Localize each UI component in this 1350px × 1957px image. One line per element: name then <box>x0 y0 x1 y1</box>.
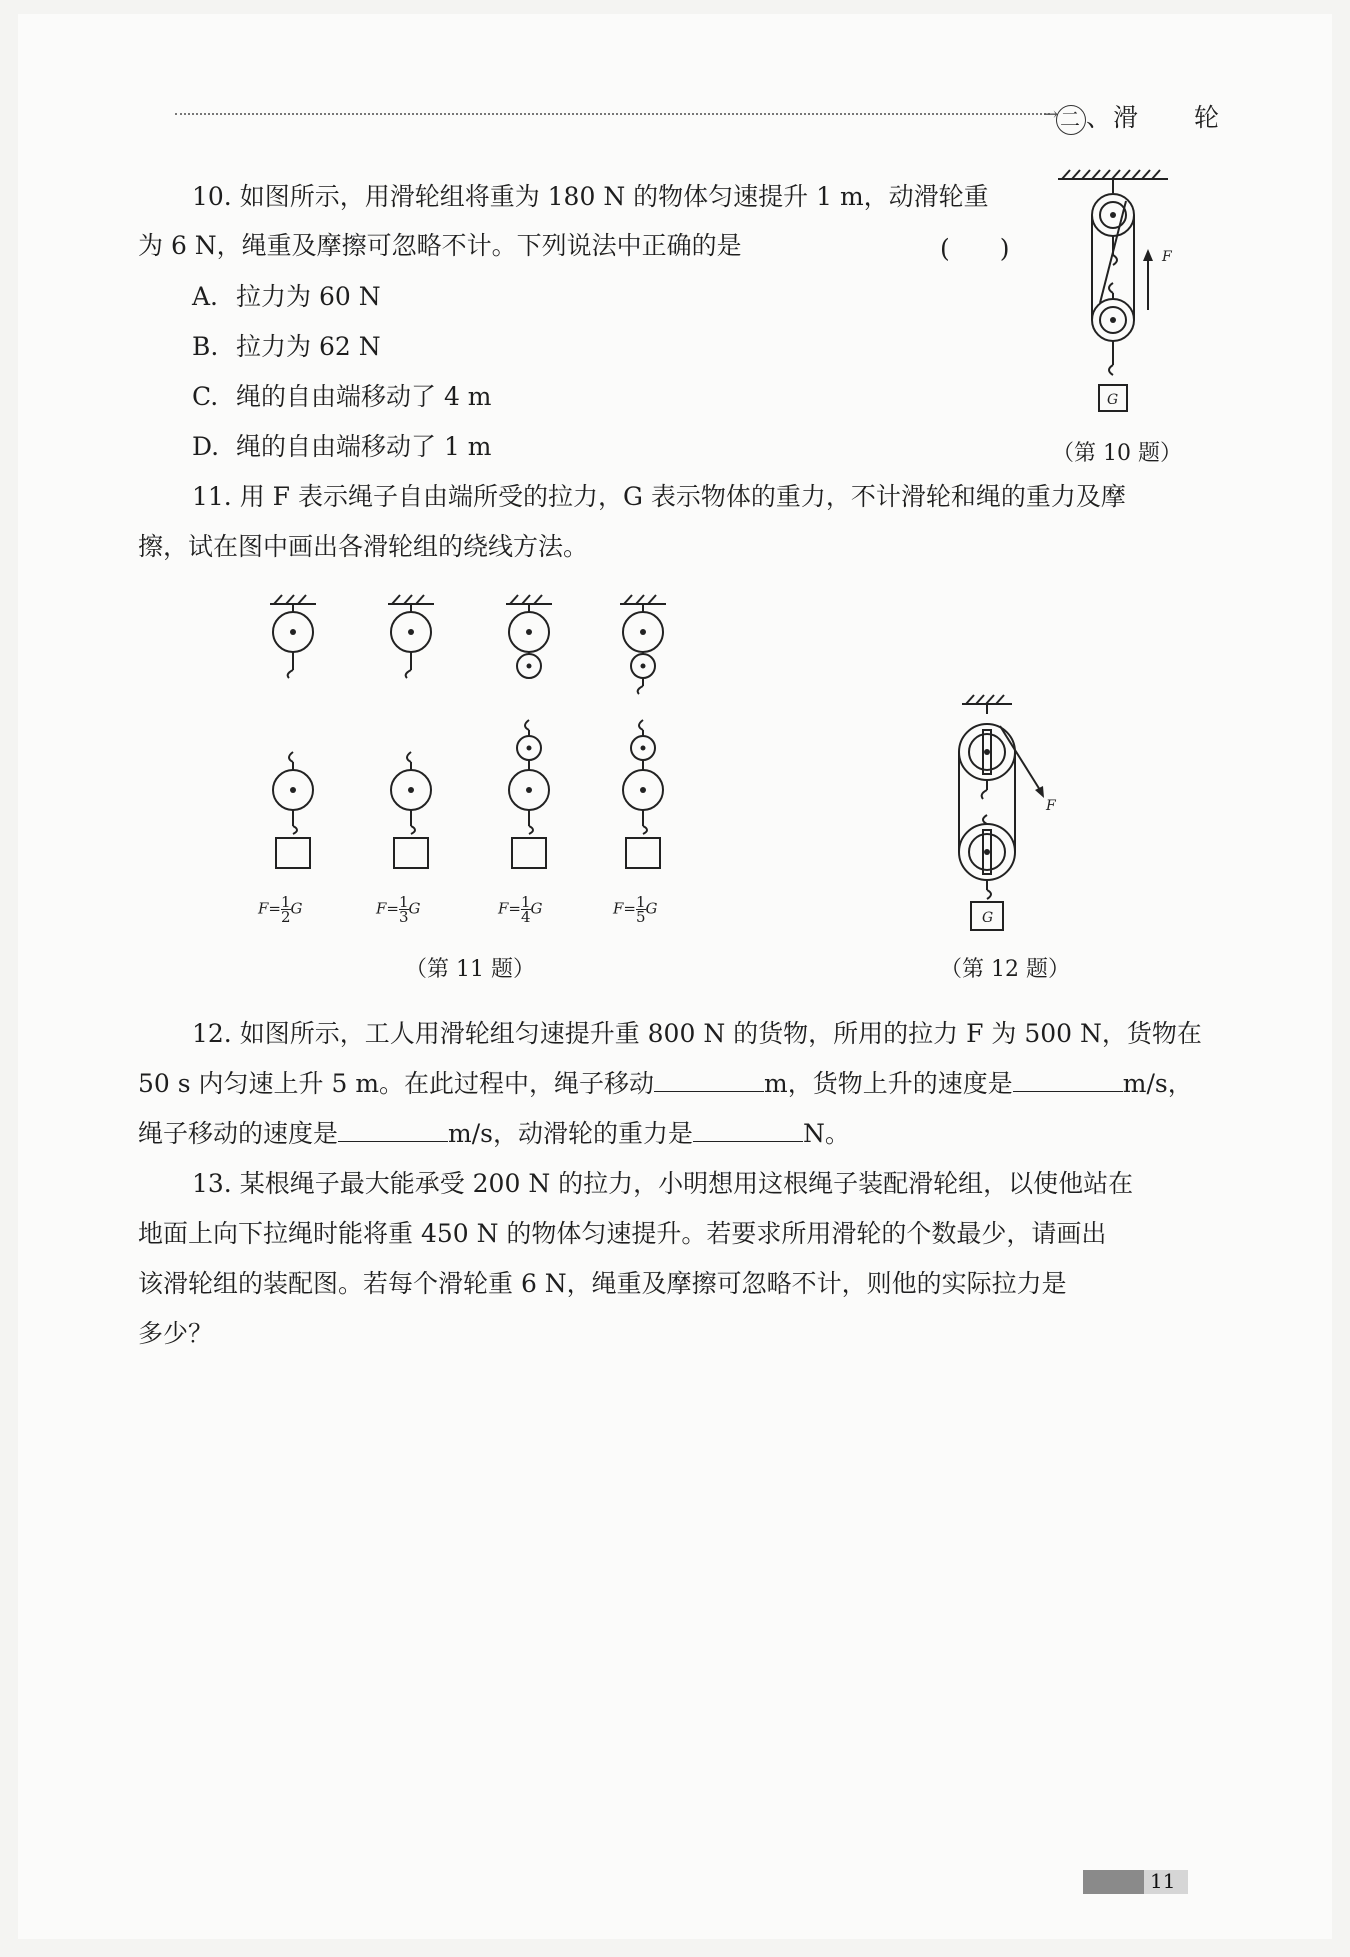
q10-figure-caption: （第 10 题） <box>1052 441 1182 466</box>
fraction-numerator: 1 <box>398 893 409 911</box>
q13-line1: 13. 某根绳子最大能承受 200 N 的拉力，小明想用这根绳子装配滑轮组，以使他站在 <box>192 1169 1134 1198</box>
fraction-denominator: 5 <box>635 908 646 926</box>
q11-line1: 11. 用 F 表示绳子自由端所受的拉力，G 表示物体的重力，不计滑轮和绳的重力及摩 <box>192 482 1126 511</box>
page-number: 11 <box>1150 1869 1176 1893</box>
q12-line2-part-c: m/s， <box>1122 1069 1193 1098</box>
q13-line4: 多少？ <box>138 1319 214 1348</box>
q10-weight-label: G <box>1107 392 1119 408</box>
q12-line2-part-b: m，货物上升的速度是 <box>764 1069 1013 1098</box>
q12-line1: 12. 如图所示，工人用滑轮组匀速提升重 800 N 的货物，所用的拉力 F 为 500 N，货物在 <box>192 1019 1202 1048</box>
formula-fraction <box>636 895 646 924</box>
formula-prefix: F= <box>498 899 521 918</box>
fraction-numerator: 1 <box>280 893 291 911</box>
fraction-denominator: 2 <box>280 908 291 926</box>
q11-formula-1 <box>258 895 303 924</box>
option-text: 拉力为 60 N <box>236 282 381 311</box>
q10-line1: 10. 如图所示，用滑轮组将重为 180 N 的物体匀速提升 1 m，动滑轮重 <box>192 182 989 211</box>
formula-prefix: F= <box>613 899 636 918</box>
chapter-number: 二 <box>1056 105 1086 135</box>
q12-blank-rope-distance[interactable] <box>654 1067 764 1092</box>
fraction-denominator: 3 <box>398 908 409 926</box>
q12-blank-pulley-weight[interactable] <box>693 1117 803 1142</box>
q11-formula-2 <box>376 895 421 924</box>
fraction-numerator: 1 <box>520 893 531 911</box>
q11-figure-caption: （第 11 题） <box>405 957 535 982</box>
q12-blank-cargo-speed[interactable] <box>1013 1067 1123 1092</box>
formula-prefix: F= <box>376 899 399 918</box>
q12-figure-caption: （第 12 题） <box>940 957 1070 982</box>
q12-weight-label: G <box>982 910 994 926</box>
option-text: 拉力为 62 N <box>236 332 381 361</box>
chapter-title: 、滑 轮 <box>1086 103 1222 132</box>
q10-option-d <box>192 430 492 464</box>
header-dotted-rule <box>175 113 1050 115</box>
option-label: B. <box>192 332 219 361</box>
option-text: 绳的自由端移动了 4 m <box>236 382 492 411</box>
formula-suffix: G <box>530 899 543 918</box>
header-chapter <box>1056 98 1221 135</box>
q12-line2 <box>138 1067 1193 1101</box>
formula-suffix: G <box>408 899 421 918</box>
formula-suffix: G <box>290 899 303 918</box>
q12-line3-part-c: N。 <box>802 1119 850 1148</box>
formula-fraction <box>521 895 531 924</box>
formula-prefix: F= <box>258 899 281 918</box>
q12-blank-rope-speed[interactable] <box>338 1117 448 1142</box>
formula-suffix: G <box>645 899 658 918</box>
q11-line2: 擦，试在图中画出各滑轮组的绕线方法。 <box>138 532 589 561</box>
q11-pulley-figures <box>250 590 690 890</box>
q13-line2: 地面上向下拉绳时能将重 450 N 的物体匀速提升。若要求所用滑轮的个数最少，请画出 <box>138 1219 1107 1248</box>
q10-force-label: F <box>1162 249 1172 265</box>
q12-line3 <box>138 1117 850 1151</box>
formula-fraction <box>281 895 291 924</box>
q12-line2-part-a: 50 s 内匀速上升 5 m。在此过程中，绳子移动 <box>138 1069 655 1098</box>
q12-force-label: F <box>1046 798 1056 814</box>
q10-pulley-figure <box>1040 165 1190 425</box>
q11-formula-3 <box>498 895 543 924</box>
fraction-denominator: 4 <box>520 908 531 926</box>
fraction-numerator: 1 <box>635 893 646 911</box>
q11-formula-4 <box>613 895 658 924</box>
option-label: D. <box>192 432 220 461</box>
q10-option-c <box>192 380 492 414</box>
formula-fraction <box>399 895 409 924</box>
option-label: A. <box>192 282 219 311</box>
q13-line3: 该滑轮组的装配图。若每个滑轮重 6 N，绳重及摩擦可忽略不计，则他的实际拉力是 <box>138 1269 1067 1298</box>
option-text: 绳的自由端移动了 1 m <box>236 432 492 461</box>
q10-line2: 为 6 N，绳重及摩擦可忽略不计。下列说法中正确的是 <box>138 231 742 260</box>
q12-pulley-figure <box>940 690 1070 940</box>
q12-line3-part-b: m/s，动滑轮的重力是 <box>448 1119 693 1148</box>
q12-line3-part-a: 绳子移动的速度是 <box>138 1119 339 1148</box>
q10-option-a <box>192 280 381 314</box>
option-label: C. <box>192 382 219 411</box>
q10-answer-paren: ( ) <box>940 234 1010 263</box>
header-arrow-icon: → <box>1043 104 1059 125</box>
q10-option-b <box>192 330 381 364</box>
